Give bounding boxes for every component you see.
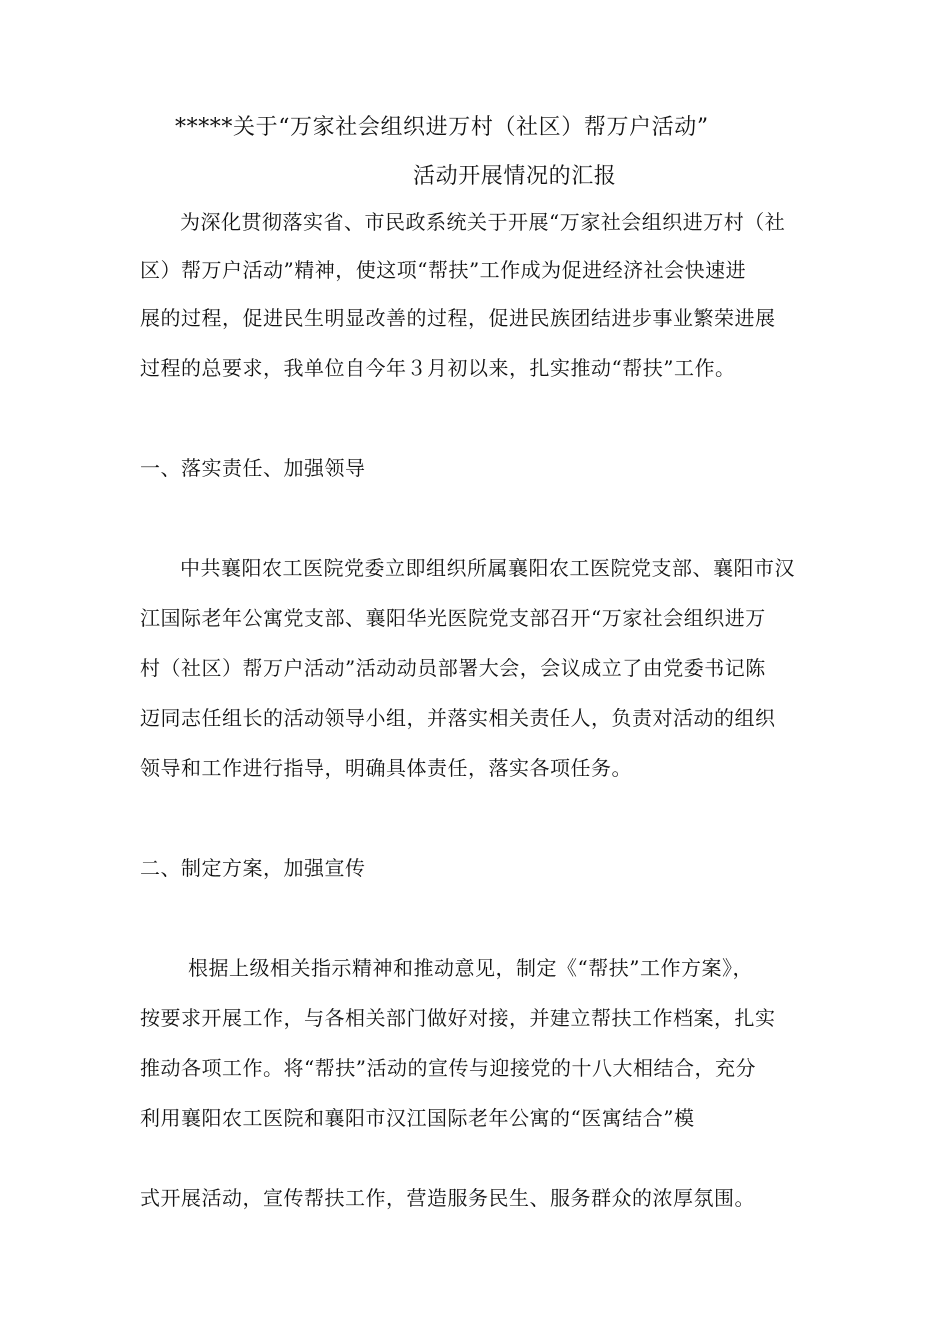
section-1-line-4: 迈同志任组长的活动领导小组，并落实相关责任人，负责对活动的组织 bbox=[140, 706, 776, 730]
section-1-line-1: 中共襄阳农工医院党委立即组织所属襄阳农工医院党支部、襄阳市汉 bbox=[180, 556, 795, 580]
section-1-line-3: 村（社区）帮万户活动”活动动员部署大会，会议成立了由党委书记陈 bbox=[140, 656, 766, 680]
section-1-line-2: 江国际老年公寓党支部、襄阳华光医院党支部召开“万家社会组织进万 bbox=[140, 606, 766, 630]
intro-line-2: 区）帮万户活动”精神，使这项“帮扶”工作成为促进经济社会快速进 bbox=[140, 258, 747, 282]
section-2-line-4: 利用襄阳农工医院和襄阳市汉江国际老年公寓的“医寓结合”模 bbox=[140, 1106, 695, 1130]
section-2-line-5: 式开展活动，宣传帮扶工作，营造服务民生、服务群众的浓厚氛围。 bbox=[140, 1186, 755, 1210]
section-2-heading: 二、制定方案，加强宣传 bbox=[140, 856, 366, 880]
section-2-line-1: 根据上级相关指示精神和推动意见，制定《“帮扶”工作方案》， bbox=[188, 956, 753, 980]
section-2-line-3: 推动各项工作。将“帮扶”活动的宣传与迎接党的十八大相结合，充分 bbox=[140, 1056, 756, 1080]
section-1-line-5: 领导和工作进行指导，明确具体责任，落实各项任务。 bbox=[140, 756, 632, 780]
title-line-1: *****关于“万家社会组织进万村（社区）帮万户活动” bbox=[175, 115, 709, 140]
section-1-heading: 一、落实责任、加强领导 bbox=[140, 456, 366, 480]
section-2-line-2: 按要求开展工作，与各相关部门做好对接，并建立帮扶工作档案，扎实 bbox=[140, 1006, 776, 1030]
intro-line-3: 展的过程，促进民生明显改善的过程，促进民族团结进步事业繁荣进展 bbox=[140, 306, 776, 330]
intro-line-4: 过程的总要求，我单位自今年３月初以来，扎实推动“帮扶”工作。 bbox=[140, 356, 736, 380]
intro-line-1: 为深化贯彻落实省、市民政系统关于开展“万家社会组织进万村（社 bbox=[180, 210, 786, 234]
title-line-2: 活动开展情况的汇报 bbox=[413, 164, 617, 189]
